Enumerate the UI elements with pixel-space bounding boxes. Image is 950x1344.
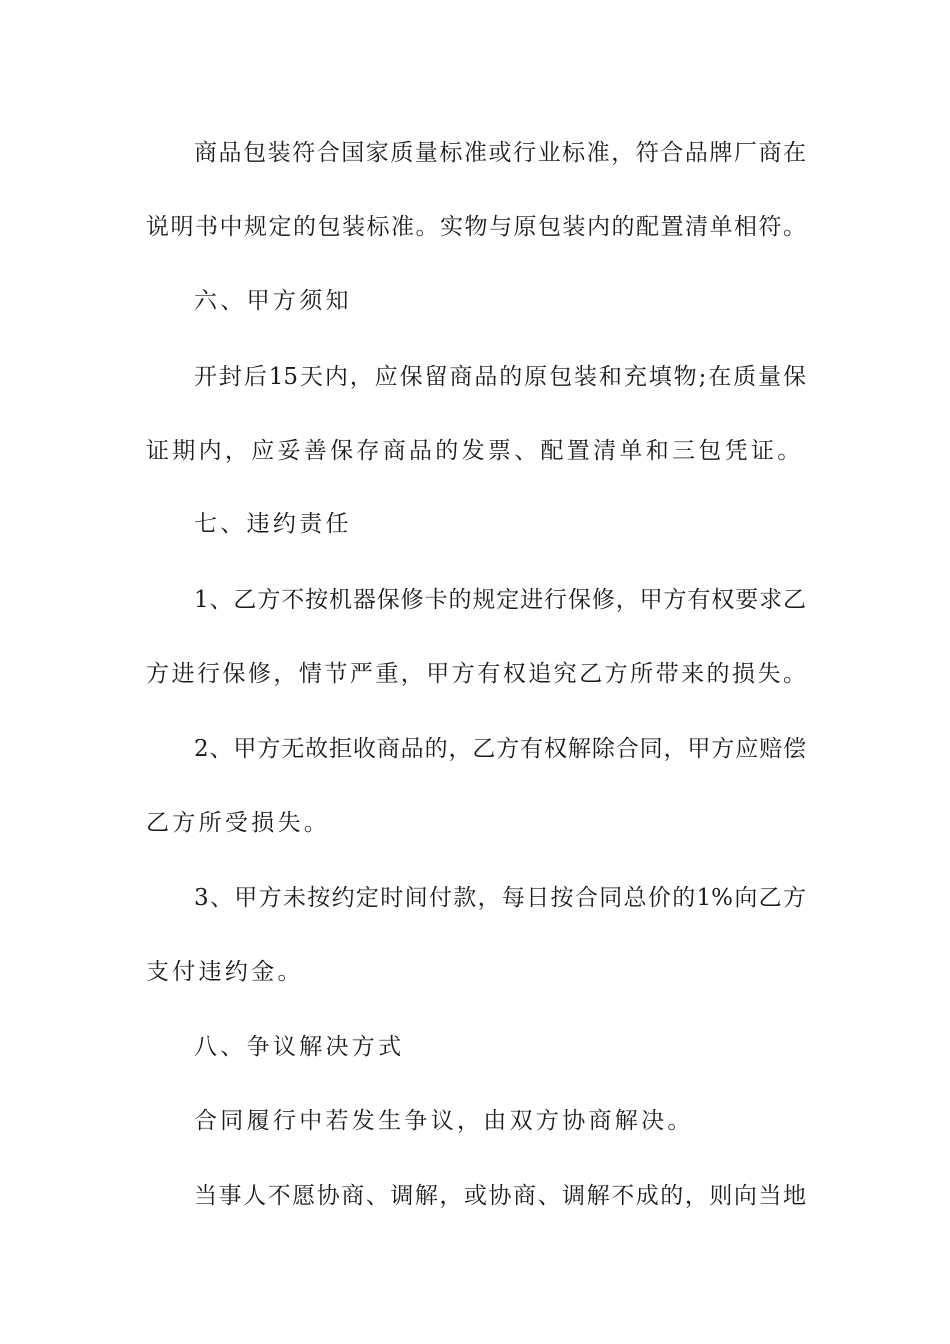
paragraph-line: 乙方所受损失。 — [146, 810, 331, 836]
paragraph-line: 1、乙方不按机器保修卡的规定进行保修，甲方有权要求乙 — [194, 587, 806, 613]
paragraph-line: 证期内，应妥善保存商品的发票、配置清单和三包凭证。 — [146, 438, 804, 464]
paragraph-line: 商品包装符合国家质量标准或行业标准，符合品牌厂商在 — [194, 140, 806, 166]
section-heading: 六、甲方须知 — [194, 288, 352, 314]
section-heading: 八、争议解决方式 — [194, 1034, 405, 1060]
paragraph-line: 当事人不愿协商、调解，或协商、调解不成的，则向当地 — [194, 1183, 806, 1209]
paragraph-line: 支付违约金。 — [146, 959, 304, 985]
paragraph-line: 2、甲方无故拒收商品的，乙方有权解除合同，甲方应赔偿 — [194, 736, 806, 762]
paragraph-line: 合同履行中若发生争议，由双方协商解决。 — [194, 1108, 694, 1134]
paragraph-line: 开封后15天内，应保留商品的原包装和充填物;在质量保 — [194, 364, 806, 390]
section-heading: 七、违约责任 — [194, 511, 352, 537]
paragraph-line: 说明书中规定的包装标准。实物与原包装内的配置清单相符。 — [146, 214, 806, 240]
paragraph-line: 3、甲方未按约定时间付款，每日按合同总价的1%向乙方 — [194, 885, 806, 911]
paragraph-line: 方进行保修，情节严重，甲方有权追究乙方所带来的损失。 — [146, 661, 806, 687]
